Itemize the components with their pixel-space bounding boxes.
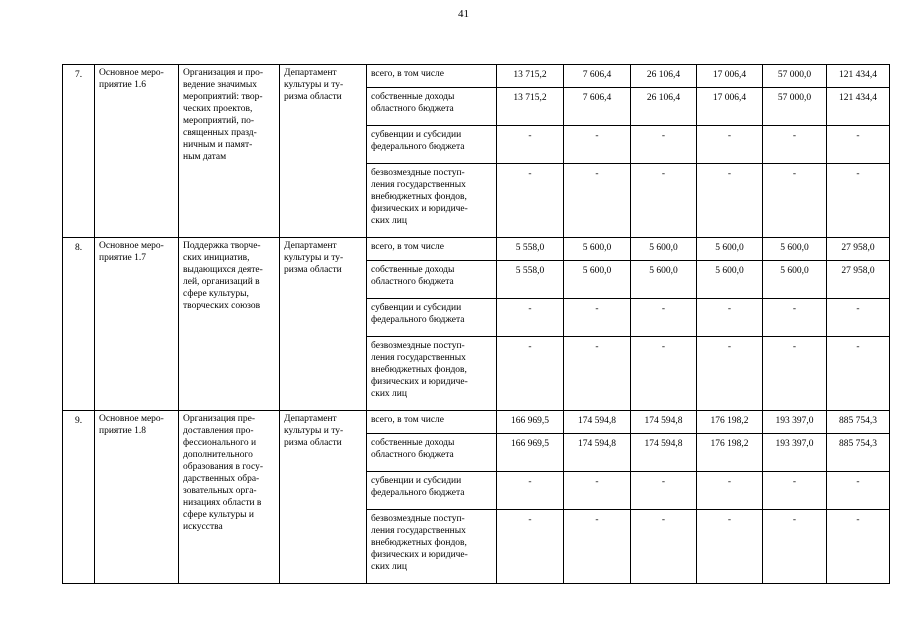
amount-cell: - xyxy=(827,510,890,584)
amount-cell: 57 000,0 xyxy=(763,88,827,126)
table-row xyxy=(63,238,890,261)
amount-cell: - xyxy=(697,299,763,337)
amount-cell: - xyxy=(763,472,827,510)
page-number: 41 xyxy=(458,8,469,20)
amount-cell: - xyxy=(497,299,564,337)
amount-cell: - xyxy=(564,337,631,411)
funding-source: собственные доходы областного бюджета xyxy=(367,434,497,472)
amount-cell: 885 754,3 xyxy=(827,411,890,434)
funding-source: безвозмездные поступ- ления государственных внебюджетных фондов, физических и юридиче- ских лиц xyxy=(367,164,497,238)
amount-cell: 5 600,0 xyxy=(763,261,827,299)
funding-source: субвенции и субсидии федерального бюджета xyxy=(367,299,497,337)
amount-cell: - xyxy=(564,164,631,238)
amount-cell: - xyxy=(564,472,631,510)
amount-cell: 27 958,0 xyxy=(827,238,890,261)
amount-cell: 166 969,5 xyxy=(497,411,564,434)
funding-source: собственные доходы областного бюджета xyxy=(367,88,497,126)
funding-source: всего, в том числе xyxy=(367,238,497,261)
amount-cell: - xyxy=(763,510,827,584)
amount-cell: - xyxy=(497,337,564,411)
amount-cell: - xyxy=(497,126,564,164)
amount-cell: 7 606,4 xyxy=(564,65,631,88)
amount-cell: - xyxy=(827,337,890,411)
amount-cell: - xyxy=(697,510,763,584)
activity-name: Поддержка творче- ских инициатив, выдающихся деяте- лей, организаций в сфере культуры, творческих союзов xyxy=(179,238,280,411)
amount-cell: 5 558,0 xyxy=(497,238,564,261)
amount-cell: - xyxy=(827,164,890,238)
amount-cell: 17 006,4 xyxy=(697,65,763,88)
funding-source: безвозмездные поступ- ления государственных внебюджетных фондов, физических и юридиче- ских лиц xyxy=(367,510,497,584)
activity-name: Организация пре- доставления про- фессионального и дополнительного образования в госу- дарственных обра- зовательных орга- низациях области в сфере культуры и искусства xyxy=(179,411,280,584)
responsible-department: Департамент культуры и ту- ризма области xyxy=(280,411,367,584)
amount-cell: 121 434,4 xyxy=(827,65,890,88)
responsible-department: Департамент культуры и ту- ризма области xyxy=(280,238,367,411)
amount-cell: - xyxy=(827,472,890,510)
funding-source: субвенции и субсидии федерального бюджета xyxy=(367,472,497,510)
activity-code: Основное меро- приятие 1.7 xyxy=(95,238,179,411)
amount-cell: - xyxy=(631,164,697,238)
amount-cell: 26 106,4 xyxy=(631,65,697,88)
amount-cell: - xyxy=(631,299,697,337)
row-index: 7. xyxy=(63,65,95,238)
amount-cell: 193 397,0 xyxy=(763,411,827,434)
amount-cell: - xyxy=(631,337,697,411)
amount-cell: 5 600,0 xyxy=(763,238,827,261)
amount-cell: - xyxy=(564,510,631,584)
budget-table xyxy=(62,64,890,584)
activity-name: Организация и про- ведение значимых мероприятий: твор- ческих проектов, мероприятий, по- священных празд- ничным и памят- ным датам xyxy=(179,65,280,238)
amount-cell: 5 600,0 xyxy=(564,261,631,299)
amount-cell: 174 594,8 xyxy=(564,411,631,434)
amount-cell: 176 198,2 xyxy=(697,411,763,434)
amount-cell: 5 600,0 xyxy=(697,238,763,261)
funding-source: собственные доходы областного бюджета xyxy=(367,261,497,299)
amount-cell: 5 558,0 xyxy=(497,261,564,299)
table-row xyxy=(63,65,890,88)
amount-cell: - xyxy=(697,472,763,510)
amount-cell: - xyxy=(763,337,827,411)
amount-cell: - xyxy=(697,126,763,164)
amount-cell: - xyxy=(763,299,827,337)
amount-cell: - xyxy=(631,472,697,510)
amount-cell: 13 715,2 xyxy=(497,88,564,126)
row-index: 9. xyxy=(63,411,95,584)
funding-source: субвенции и субсидии федерального бюджета xyxy=(367,126,497,164)
amount-cell: - xyxy=(497,164,564,238)
amount-cell: - xyxy=(497,510,564,584)
amount-cell: 27 958,0 xyxy=(827,261,890,299)
amount-cell: 174 594,8 xyxy=(564,434,631,472)
funding-source: безвозмездные поступ- ления государственных внебюджетных фондов, физических и юридиче- ских лиц xyxy=(367,337,497,411)
amount-cell: 5 600,0 xyxy=(631,261,697,299)
table-row xyxy=(63,411,890,434)
amount-cell: 174 594,8 xyxy=(631,411,697,434)
amount-cell: - xyxy=(697,337,763,411)
amount-cell: - xyxy=(827,126,890,164)
amount-cell: - xyxy=(631,510,697,584)
table-body xyxy=(63,65,890,584)
funding-source: всего, в том числе xyxy=(367,411,497,434)
funding-source: всего, в том числе xyxy=(367,65,497,88)
amount-cell: 166 969,5 xyxy=(497,434,564,472)
amount-cell: - xyxy=(497,472,564,510)
amount-cell: - xyxy=(697,164,763,238)
amount-cell: - xyxy=(827,299,890,337)
amount-cell: 121 434,4 xyxy=(827,88,890,126)
amount-cell: - xyxy=(631,126,697,164)
activity-code: Основное меро- приятие 1.8 xyxy=(95,411,179,584)
amount-cell: 26 106,4 xyxy=(631,88,697,126)
amount-cell: 174 594,8 xyxy=(631,434,697,472)
amount-cell: 13 715,2 xyxy=(497,65,564,88)
amount-cell: 17 006,4 xyxy=(697,88,763,126)
amount-cell: - xyxy=(763,164,827,238)
amount-cell: 5 600,0 xyxy=(631,238,697,261)
amount-cell: 5 600,0 xyxy=(564,238,631,261)
amount-cell: - xyxy=(564,126,631,164)
amount-cell: 57 000,0 xyxy=(763,65,827,88)
amount-cell: 176 198,2 xyxy=(697,434,763,472)
amount-cell: 885 754,3 xyxy=(827,434,890,472)
amount-cell: 5 600,0 xyxy=(697,261,763,299)
responsible-department: Департамент культуры и ту- ризма области xyxy=(280,65,367,238)
amount-cell: 193 397,0 xyxy=(763,434,827,472)
amount-cell: - xyxy=(564,299,631,337)
activity-code: Основное меро- приятие 1.6 xyxy=(95,65,179,238)
amount-cell: - xyxy=(763,126,827,164)
amount-cell: 7 606,4 xyxy=(564,88,631,126)
row-index: 8. xyxy=(63,238,95,411)
